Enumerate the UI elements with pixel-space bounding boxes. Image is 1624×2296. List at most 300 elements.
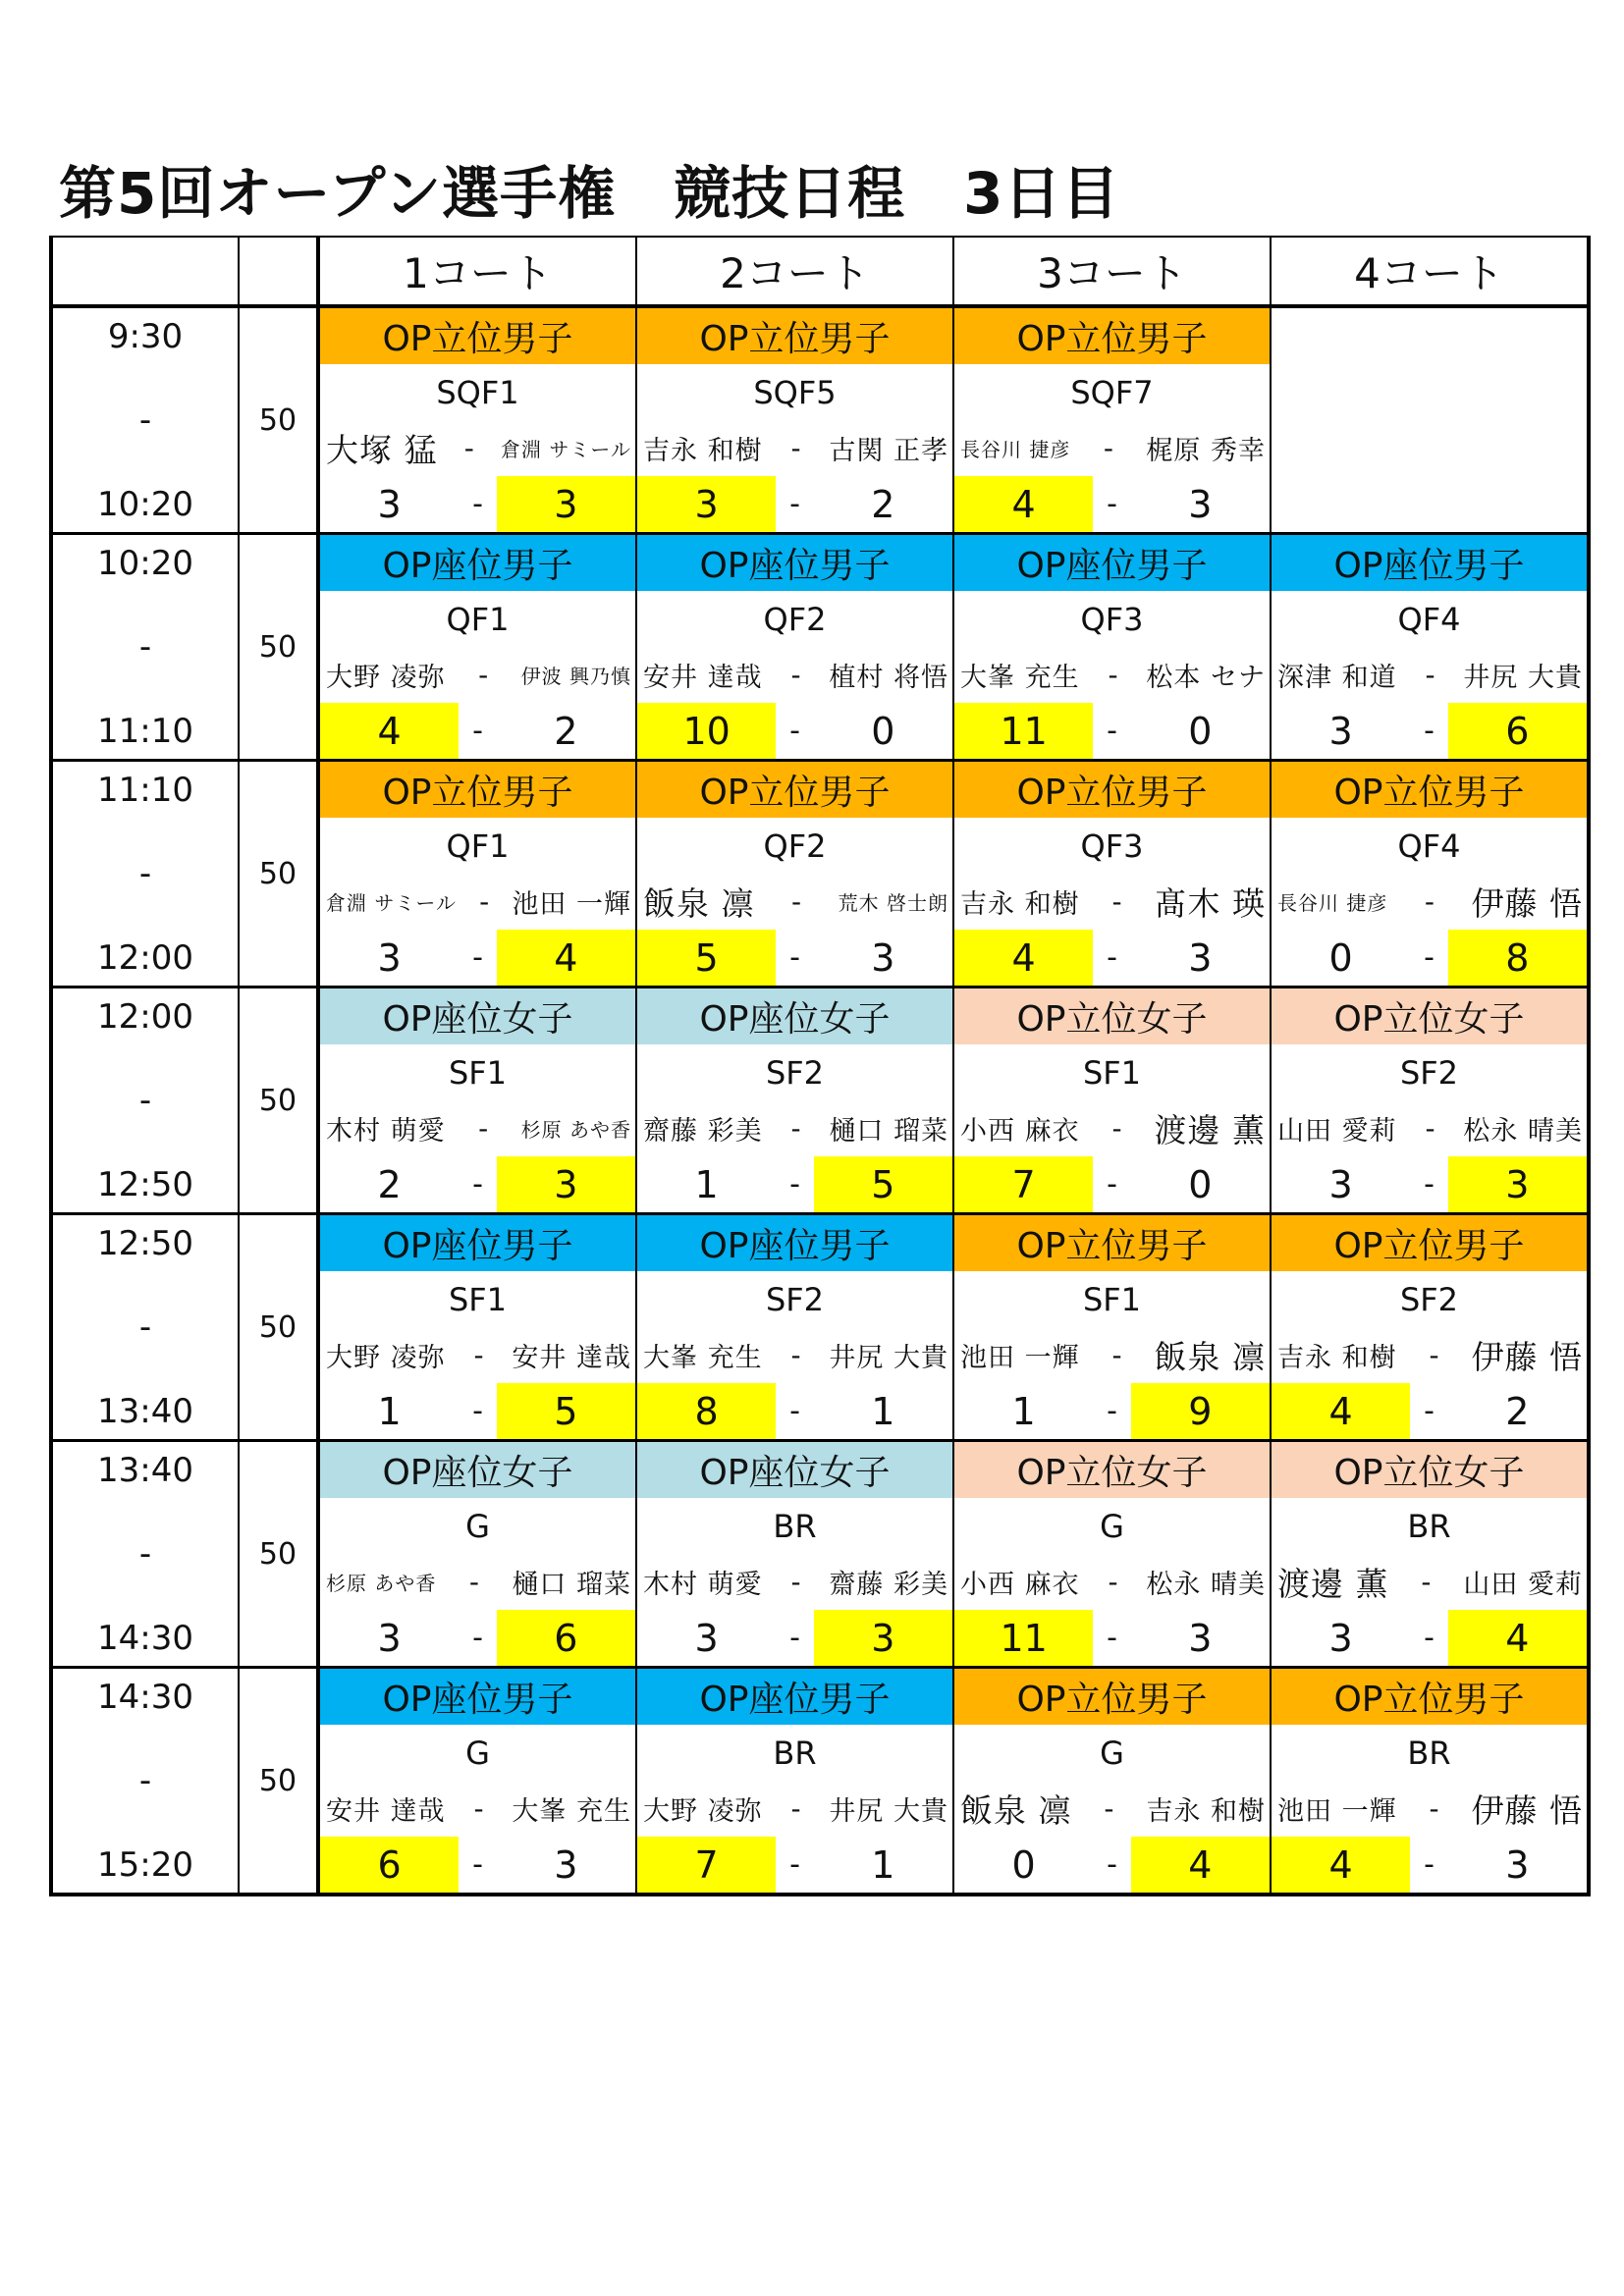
score-line [320, 1156, 635, 1212]
match-round: QF1 [318, 591, 636, 647]
match-players [318, 1554, 636, 1610]
score-line [637, 1383, 952, 1439]
score-dash: - [1424, 1167, 1435, 1201]
player-1-score: 1 [694, 1162, 719, 1206]
match-category: OP座位男子 [1271, 534, 1589, 592]
players-line [320, 1336, 635, 1374]
versus-dash: - [790, 1792, 801, 1825]
player-2-name: 山田 愛莉 [1463, 1570, 1583, 1600]
player-2-score: 3 [554, 1842, 578, 1887]
score-dash: - [789, 1394, 800, 1428]
versus-dash: - [479, 885, 490, 918]
match-round: SF2 [636, 1271, 953, 1327]
score-line [1272, 1383, 1587, 1439]
player-2-name: 井尻 大貴 [829, 1343, 948, 1373]
versus-dash: - [473, 1339, 484, 1371]
score-dash: - [1107, 1847, 1117, 1882]
players-line [320, 882, 635, 921]
player-2-name: 井尻 大貴 [1463, 663, 1583, 693]
player-1-name: 池田 一輝 [960, 1343, 1080, 1373]
match-round: BR [636, 1725, 953, 1781]
score-dash: - [789, 940, 800, 975]
match-players [636, 874, 953, 930]
players-line [954, 1563, 1270, 1601]
slot-time-dash: - [51, 591, 239, 703]
page-title: 第5回オープン選手権 競技日程 3日目 [59, 160, 1120, 227]
player-2-score: 4 [497, 930, 635, 986]
match-round: QF3 [953, 818, 1271, 874]
score-dash: - [472, 1847, 483, 1882]
court-header-2: 2コート [636, 237, 953, 306]
player-1-score: 4 [1272, 1383, 1410, 1439]
match-players [1271, 647, 1589, 703]
score-dash: - [1107, 1394, 1117, 1428]
court-header-3: 3コート [953, 237, 1271, 306]
court-header-row [51, 237, 1589, 306]
player-1-score: 3 [694, 1616, 719, 1660]
match-players [636, 1327, 953, 1383]
match-score [636, 1383, 953, 1441]
players-line [637, 1336, 952, 1374]
match-score [1271, 930, 1589, 988]
match-score [318, 703, 636, 761]
player-1-score: 7 [637, 1837, 776, 1893]
player-2-name: 髙木 瑛 [1154, 884, 1266, 923]
player-2-score: 9 [1131, 1383, 1270, 1439]
player-2-name: 松永 晴美 [1146, 1570, 1266, 1600]
score-dash: - [1107, 940, 1117, 975]
player-1-name: 安井 達哉 [643, 663, 763, 693]
slot-duration: 50 [239, 988, 318, 1214]
player-2-score: 2 [871, 482, 895, 526]
match-category: OP立位男子 [318, 761, 636, 819]
match-round: QF3 [953, 591, 1271, 647]
player-1-score: 11 [954, 1610, 1093, 1666]
match-score [1271, 1610, 1589, 1668]
score-line [320, 1610, 635, 1666]
match-round: QF4 [1271, 591, 1589, 647]
player-1-score: 4 [954, 476, 1093, 532]
match-category: OP座位男子 [318, 1668, 636, 1726]
player-2-name: 樋口 瑠菜 [829, 1116, 948, 1147]
slot-time-dash: - [51, 818, 239, 930]
player-2-name: 渡邊 薫 [1154, 1111, 1266, 1149]
match-players [636, 420, 953, 476]
versus-dash: - [1425, 1112, 1435, 1145]
match-players [953, 647, 1271, 703]
match-players [953, 1100, 1271, 1156]
match-category: OP立位男子 [318, 306, 636, 364]
score-dash: - [472, 940, 483, 975]
player-2-name: 伊藤 悟 [1471, 1338, 1583, 1376]
slot-start-time: 9:30 [51, 306, 239, 364]
match-category: OP座位男子 [636, 534, 953, 592]
player-2-score: 1 [871, 1389, 895, 1433]
slot-4-row-1 [51, 988, 1589, 1045]
player-1-name: 大野 凌弥 [326, 663, 446, 693]
versus-dash: - [1424, 885, 1435, 918]
match-category: OP立位女子 [1271, 988, 1589, 1045]
player-2-name: 植村 将悟 [829, 663, 948, 693]
match-category: OP座位男子 [318, 1214, 636, 1272]
score-dash: - [1424, 1394, 1435, 1428]
players-line [954, 429, 1270, 467]
slot-start-time: 14:30 [51, 1668, 239, 1726]
players-line [637, 429, 952, 467]
versus-dash: - [790, 1566, 801, 1598]
match-score [636, 476, 953, 534]
match-players [1271, 874, 1589, 930]
match-round: SF2 [1271, 1044, 1589, 1100]
versus-dash: - [1108, 1566, 1118, 1598]
player-1-score: 3 [1328, 709, 1353, 753]
match-players [1271, 1781, 1589, 1837]
match-score [953, 476, 1271, 534]
score-line [954, 1383, 1270, 1439]
player-1-name: 大峯 充生 [643, 1343, 763, 1373]
players-line [954, 1786, 1270, 1832]
slot-duration: 50 [239, 534, 318, 761]
versus-dash: - [1111, 885, 1122, 918]
score-line [637, 1837, 952, 1893]
player-1-score: 11 [954, 703, 1093, 759]
match-players [1271, 1554, 1589, 1610]
match-category: OP立位男子 [636, 761, 953, 819]
players-line [1272, 1786, 1587, 1832]
slot-2-row-1 [51, 534, 1589, 592]
players-line [1272, 879, 1587, 925]
player-2-name: 飯泉 凛 [1154, 1338, 1266, 1376]
score-dash: - [472, 1621, 483, 1655]
score-dash: - [472, 1394, 483, 1428]
match-score [953, 1837, 1271, 1895]
player-2-score: 6 [497, 1610, 635, 1666]
match-score [1271, 703, 1589, 761]
match-score [318, 930, 636, 988]
player-1-score: 1 [1011, 1389, 1036, 1433]
match-category: OP立位男子 [636, 306, 953, 364]
match-category: OP立位男子 [953, 306, 1271, 364]
player-1-name: 杉原 あや香 [326, 1572, 437, 1595]
versus-dash: - [790, 659, 801, 691]
players-line [954, 656, 1270, 694]
match-round: SQF5 [636, 364, 953, 420]
match-score [636, 703, 953, 761]
score-line [320, 476, 635, 532]
players-line [320, 1109, 635, 1148]
slot-start-time: 12:00 [51, 988, 239, 1045]
match-players [318, 1100, 636, 1156]
player-2-name: 伊藤 悟 [1471, 884, 1583, 923]
player-2-score: 3 [814, 1610, 952, 1666]
versus-dash: - [1429, 1339, 1439, 1371]
match-round: QF4 [1271, 818, 1589, 874]
match-score [1271, 1156, 1589, 1214]
match-score [636, 930, 953, 988]
match-category: OP立位男子 [953, 1214, 1271, 1272]
versus-dash: - [468, 1566, 479, 1598]
player-1-name: 小西 麻衣 [960, 1116, 1080, 1147]
match-score [953, 930, 1271, 988]
match-round: G [318, 1498, 636, 1554]
player-1-name: 長谷川 捷彦 [960, 438, 1071, 461]
slot-start-time: 10:20 [51, 534, 239, 592]
slot-end-time: 15:20 [51, 1837, 239, 1895]
match-score [953, 703, 1271, 761]
match-round: SQF1 [318, 364, 636, 420]
match-category: OP立位男子 [953, 761, 1271, 819]
match-round: G [953, 1498, 1271, 1554]
versus-dash: - [1111, 1112, 1122, 1145]
slot-1-row-1 [51, 306, 1589, 364]
score-line [637, 1156, 952, 1212]
slot-3-row-1 [51, 761, 1589, 819]
player-2-name: 伊藤 悟 [1471, 1791, 1583, 1830]
player-2-name: 梶原 秀幸 [1146, 436, 1266, 466]
player-1-name: 渡邊 薫 [1277, 1565, 1389, 1603]
schedule-body [51, 306, 1589, 1895]
slot-start-time: 11:10 [51, 761, 239, 819]
player-1-score: 4 [954, 930, 1093, 986]
player-1-score: 4 [320, 703, 459, 759]
match-category: OP座位男子 [953, 534, 1271, 592]
player-1-score: 7 [954, 1156, 1093, 1212]
slot-end-time: 12:00 [51, 930, 239, 988]
players-line [637, 656, 952, 694]
match-round: BR [1271, 1498, 1589, 1554]
match-score [636, 1610, 953, 1668]
versus-dash: - [1421, 1566, 1432, 1598]
score-dash: - [1107, 714, 1117, 748]
versus-dash: - [790, 1112, 801, 1145]
match-category: OP座位女子 [318, 988, 636, 1045]
slot-7-row-1 [51, 1668, 1589, 1726]
player-1-name: 池田 一輝 [1277, 1796, 1397, 1827]
player-2-name: 松永 晴美 [1463, 1116, 1583, 1147]
match-score [318, 1156, 636, 1214]
player-1-name: 大塚 猛 [326, 431, 438, 469]
score-dash: - [472, 487, 483, 521]
player-2-score: 3 [1188, 482, 1213, 526]
player-2-name: 吉永 和樹 [1146, 1796, 1266, 1827]
match-score [318, 476, 636, 534]
match-category: OP座位男子 [318, 534, 636, 592]
match-players [318, 420, 636, 476]
players-line [954, 1105, 1270, 1151]
match-players [953, 1327, 1271, 1383]
score-dash: - [1424, 714, 1435, 748]
score-line [954, 1610, 1270, 1666]
player-2-score: 2 [554, 709, 578, 753]
player-1-name: 長谷川 捷彦 [1277, 891, 1388, 915]
versus-dash: - [790, 1339, 801, 1371]
player-1-name: 大峯 充生 [960, 663, 1080, 693]
players-line [637, 1789, 952, 1828]
player-2-score: 2 [1505, 1389, 1530, 1433]
slot-end-time: 13:40 [51, 1383, 239, 1441]
match-score [318, 1837, 636, 1895]
match-round: QF2 [636, 818, 953, 874]
versus-dash: - [790, 432, 801, 464]
versus-dash: - [1429, 1792, 1439, 1825]
score-dash: - [1424, 1621, 1435, 1655]
player-1-score: 0 [1328, 935, 1353, 980]
slot-time-dash: - [51, 1498, 239, 1610]
match-round: G [318, 1725, 636, 1781]
match-category: OP座位男子 [636, 1214, 953, 1272]
player-2-score: 4 [1131, 1837, 1270, 1893]
score-line [637, 476, 952, 532]
match-score [953, 1610, 1271, 1668]
players-line [637, 879, 952, 925]
player-1-score: 3 [377, 482, 402, 526]
player-1-score: 3 [377, 935, 402, 980]
players-line [320, 425, 635, 471]
slot-duration: 50 [239, 1214, 318, 1441]
match-players [636, 1554, 953, 1610]
player-2-score: 1 [871, 1842, 895, 1887]
versus-dash: - [473, 1792, 484, 1825]
match-round: SF2 [636, 1044, 953, 1100]
player-1-score: 3 [637, 476, 776, 532]
versus-dash: - [1104, 1792, 1114, 1825]
match-category: OP立位女子 [953, 988, 1271, 1045]
match-round: QF2 [636, 591, 953, 647]
match-score [318, 1610, 636, 1668]
match-players [953, 1781, 1271, 1837]
versus-dash: - [478, 1112, 489, 1145]
match-players [1271, 1100, 1589, 1156]
players-line [637, 1563, 952, 1601]
players-line [1272, 1559, 1587, 1605]
match-category: OP立位男子 [1271, 1668, 1589, 1726]
versus-dash: - [463, 432, 474, 464]
header-duration-blank [239, 237, 318, 306]
player-1-name: 飯泉 凛 [643, 884, 755, 923]
player-2-score: 3 [1188, 935, 1213, 980]
court-header-1: 1コート [318, 237, 636, 306]
slot-duration: 50 [239, 306, 318, 534]
match-players [636, 1781, 953, 1837]
versus-dash: - [1108, 659, 1118, 691]
match-score [636, 1156, 953, 1214]
player-2-score: 5 [497, 1383, 635, 1439]
match-score [953, 1383, 1271, 1441]
player-1-name: 大野 凌弥 [643, 1796, 763, 1827]
player-1-name: 小西 麻衣 [960, 1570, 1080, 1600]
match-round: QF1 [318, 818, 636, 874]
match-players [318, 647, 636, 703]
slot-time-dash: - [51, 1044, 239, 1156]
player-1-name: 飯泉 凛 [960, 1791, 1072, 1830]
player-2-name: 大峯 充生 [512, 1796, 631, 1827]
score-line [320, 930, 635, 986]
match-round: SF1 [953, 1271, 1271, 1327]
score-line [1272, 703, 1587, 759]
player-1-score: 10 [637, 703, 776, 759]
player-1-score: 2 [377, 1162, 402, 1206]
match-category: OP立位女子 [1271, 1441, 1589, 1499]
player-2-score: 3 [1188, 1616, 1213, 1660]
player-1-name: 木村 萌愛 [643, 1570, 763, 1600]
player-1-name: 倉淵 サミール [326, 891, 457, 915]
score-line [1272, 1837, 1587, 1893]
player-1-name: 大野 凌弥 [326, 1343, 446, 1373]
score-line [954, 1837, 1270, 1893]
players-line [320, 656, 635, 694]
slot-duration: 50 [239, 761, 318, 988]
player-1-score: 3 [1328, 1162, 1353, 1206]
player-2-name: 倉淵 サミール [501, 438, 631, 461]
score-dash: - [472, 714, 483, 748]
match-players [953, 1554, 1271, 1610]
player-1-score: 4 [1272, 1837, 1410, 1893]
player-1-name: 齋藤 彩美 [643, 1116, 763, 1147]
score-line [954, 930, 1270, 986]
slot-5-row-1 [51, 1214, 1589, 1272]
players-line [637, 1109, 952, 1148]
player-1-score: 6 [320, 1837, 459, 1893]
match-score [953, 1156, 1271, 1214]
player-2-score: 3 [1505, 1842, 1530, 1887]
players-line [320, 1789, 635, 1828]
player-2-score: 0 [1188, 1162, 1213, 1206]
player-2-score: 8 [1448, 930, 1587, 986]
player-2-name: 樋口 瑠菜 [512, 1570, 631, 1600]
match-category: OP座位女子 [636, 1441, 953, 1499]
match-score [318, 1383, 636, 1441]
match-score [1271, 1837, 1589, 1895]
score-line [954, 703, 1270, 759]
slot-end-time: 11:10 [51, 703, 239, 761]
score-dash: - [1424, 940, 1435, 975]
score-line [320, 1837, 635, 1893]
player-1-name: 深津 和道 [1277, 663, 1397, 693]
player-2-score: 0 [871, 709, 895, 753]
players-line [1272, 1332, 1587, 1378]
player-1-name: 吉永 和樹 [960, 889, 1080, 920]
score-line [954, 1156, 1270, 1212]
player-1-name: 吉永 和樹 [643, 436, 763, 466]
player-1-score: 5 [637, 930, 776, 986]
player-1-score: 1 [377, 1389, 402, 1433]
score-dash: - [1107, 1167, 1117, 1201]
score-dash: - [789, 1167, 800, 1201]
match-players [953, 874, 1271, 930]
player-1-name: 安井 達哉 [326, 1796, 446, 1827]
slot-time-dash: - [51, 1271, 239, 1383]
score-dash: - [789, 1847, 800, 1882]
match-category: OP立位男子 [1271, 761, 1589, 819]
player-2-name: 池田 一輝 [512, 889, 631, 920]
versus-dash: - [478, 659, 489, 691]
score-dash: - [789, 487, 800, 521]
match-players [953, 420, 1271, 476]
player-1-score: 0 [1011, 1842, 1036, 1887]
match-round: BR [636, 1498, 953, 1554]
player-2-name: 安井 達哉 [512, 1343, 631, 1373]
score-dash: - [1107, 487, 1117, 521]
match-round: BR [1271, 1725, 1589, 1781]
slot-duration: 50 [239, 1441, 318, 1668]
player-1-name: 吉永 和樹 [1277, 1343, 1397, 1373]
match-round: SF1 [953, 1044, 1271, 1100]
player-2-name: 杉原 あや香 [520, 1118, 631, 1142]
score-line [637, 703, 952, 759]
match-score [636, 1837, 953, 1895]
slot-time-dash: - [51, 1725, 239, 1837]
player-2-score: 4 [1448, 1610, 1587, 1666]
